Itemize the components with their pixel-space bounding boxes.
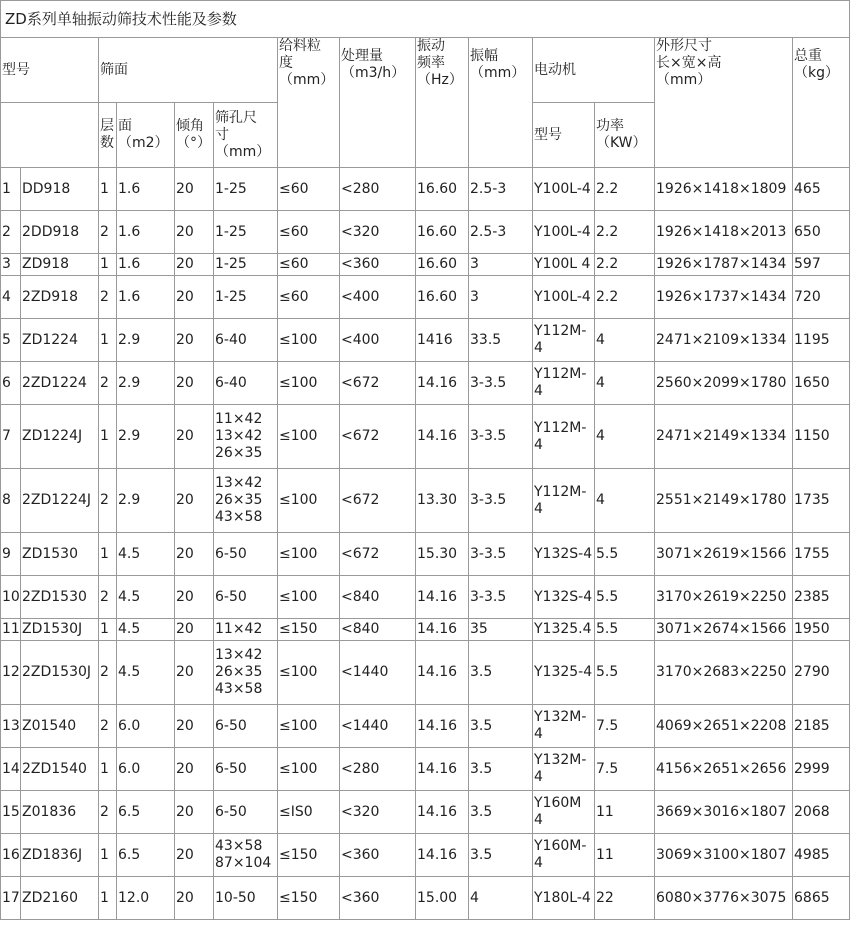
row-motor-model: Y112M-4 <box>533 469 595 533</box>
row-amplitude: 3.5 <box>469 705 533 748</box>
row-power: 4 <box>595 362 655 405</box>
row-aperture: 1-25 <box>214 276 278 319</box>
table-row <box>1 469 850 533</box>
row-frequency: 14.16 <box>416 405 469 469</box>
row-feed-size: ≤60 <box>278 211 340 254</box>
row-area: 2.9 <box>117 319 175 362</box>
row-number: 7 <box>1 405 21 469</box>
header-weight: 总重 （kg） <box>793 38 850 168</box>
row-weight: 650 <box>793 211 850 254</box>
row-layers: 2 <box>99 576 117 619</box>
row-frequency: 14.16 <box>416 748 469 791</box>
row-area: 6.0 <box>117 705 175 748</box>
row-number: 10 <box>1 576 21 619</box>
row-motor-model: Y112M-4 <box>533 362 595 405</box>
row-aperture: 6-50 <box>214 748 278 791</box>
row-power: 4 <box>595 469 655 533</box>
row-motor-model: Y160M-4 <box>533 834 595 877</box>
row-area: 6.5 <box>117 834 175 877</box>
row-feed-size: ≤150 <box>278 619 340 641</box>
row-feed-size: ≤100 <box>278 319 340 362</box>
row-dimensions: 3069×3100×1807 <box>655 834 793 877</box>
row-feed-size: ≤60 <box>278 276 340 319</box>
row-feed-size: ≤60 <box>278 254 340 276</box>
row-capacity: <1440 <box>340 705 416 748</box>
row-number: 1 <box>1 168 21 211</box>
row-area: 1.6 <box>117 168 175 211</box>
row-number: 3 <box>1 254 21 276</box>
row-capacity: <672 <box>340 469 416 533</box>
row-power: 5.5 <box>595 619 655 641</box>
row-power: 11 <box>595 834 655 877</box>
row-dimensions: 3170×2683×2250 <box>655 641 793 705</box>
row-area: 6.0 <box>117 748 175 791</box>
header-model: 型号 <box>1 38 99 103</box>
row-area: 2.9 <box>117 405 175 469</box>
row-layers: 1 <box>99 619 117 641</box>
row-number: 16 <box>1 834 21 877</box>
row-capacity: <360 <box>340 254 416 276</box>
row-aperture: 6-40 <box>214 319 278 362</box>
row-frequency: 16.60 <box>416 211 469 254</box>
table-row <box>1 834 850 877</box>
row-weight: 1195 <box>793 319 850 362</box>
row-number: 4 <box>1 276 21 319</box>
row-motor-model: Y1325.4 <box>533 619 595 641</box>
row-model: Z01836 <box>21 791 99 834</box>
row-frequency: 15.30 <box>416 533 469 576</box>
row-motor-model: Y100L-4 <box>533 211 595 254</box>
row-layers: 2 <box>99 469 117 533</box>
row-number: 2 <box>1 211 21 254</box>
table-row <box>1 576 850 619</box>
row-angle: 20 <box>175 276 214 319</box>
row-model: ZD1530 <box>21 533 99 576</box>
row-power: 2.2 <box>595 254 655 276</box>
row-model: Z01540 <box>21 705 99 748</box>
row-aperture: 6-50 <box>214 576 278 619</box>
row-model: 2ZD1540 <box>21 748 99 791</box>
header-dimensions: 外形尺寸 长×宽×高 （mm） <box>655 38 793 168</box>
row-dimensions: 3170×2619×2250 <box>655 576 793 619</box>
row-weight: 1150 <box>793 405 850 469</box>
row-dimensions: 1926×1418×2013 <box>655 211 793 254</box>
row-angle: 20 <box>175 705 214 748</box>
row-motor-model: Y160M 4 <box>533 791 595 834</box>
row-aperture: 6-50 <box>214 533 278 576</box>
row-motor-model: Y132M-4 <box>533 748 595 791</box>
row-power: 4 <box>595 405 655 469</box>
row-weight: 2385 <box>793 576 850 619</box>
row-area: 1.6 <box>117 276 175 319</box>
row-amplitude: 4 <box>469 877 533 920</box>
row-angle: 20 <box>175 254 214 276</box>
header-aperture: 筛孔尺 寸 （mm） <box>214 103 278 168</box>
row-frequency: 14.16 <box>416 641 469 705</box>
row-aperture: 11×42 <box>214 619 278 641</box>
row-feed-size: ≤100 <box>278 576 340 619</box>
row-frequency: 16.60 <box>416 168 469 211</box>
row-power: 7.5 <box>595 748 655 791</box>
row-number: 12 <box>1 641 21 705</box>
row-layers: 2 <box>99 791 117 834</box>
row-dimensions: 4069×2651×2208 <box>655 705 793 748</box>
row-weight: 2999 <box>793 748 850 791</box>
row-power: 5.5 <box>595 641 655 705</box>
row-frequency: 14.16 <box>416 362 469 405</box>
row-angle: 20 <box>175 576 214 619</box>
row-weight: 597 <box>793 254 850 276</box>
row-power: 2.2 <box>595 211 655 254</box>
row-amplitude: 3.5 <box>469 791 533 834</box>
row-layers: 2 <box>99 211 117 254</box>
row-area: 4.5 <box>117 533 175 576</box>
row-motor-model: Y112M-4 <box>533 405 595 469</box>
row-capacity: <400 <box>340 319 416 362</box>
row-weight: 720 <box>793 276 850 319</box>
table-row <box>1 877 850 920</box>
row-frequency: 16.60 <box>416 254 469 276</box>
row-layers: 1 <box>99 168 117 211</box>
header-screen: 筛面 <box>99 38 278 103</box>
row-number: 17 <box>1 877 21 920</box>
row-motor-model: Y100L 4 <box>533 254 595 276</box>
row-amplitude: 2.5-3 <box>469 211 533 254</box>
header-motor: 电动机 <box>533 38 655 103</box>
table-row <box>1 405 850 469</box>
row-angle: 20 <box>175 533 214 576</box>
row-model: ZD2160 <box>21 877 99 920</box>
row-number: 9 <box>1 533 21 576</box>
row-amplitude: 3.5 <box>469 834 533 877</box>
row-amplitude: 3-3.5 <box>469 533 533 576</box>
row-aperture: 13×42 26×35 43×58 <box>214 641 278 705</box>
row-area: 1.6 <box>117 254 175 276</box>
row-dimensions: 3071×2619×1566 <box>655 533 793 576</box>
table-row <box>1 748 850 791</box>
row-amplitude: 3-3.5 <box>469 362 533 405</box>
row-frequency: 14.16 <box>416 619 469 641</box>
header-capacity: 处理量 （m3/h） <box>340 38 416 168</box>
row-frequency: 14.16 <box>416 834 469 877</box>
row-weight: 2790 <box>793 641 850 705</box>
row-layers: 1 <box>99 834 117 877</box>
row-amplitude: 3.5 <box>469 641 533 705</box>
row-capacity: <840 <box>340 619 416 641</box>
row-model: 2ZD1224 <box>21 362 99 405</box>
row-model: 2ZD1224J <box>21 469 99 533</box>
row-dimensions: 1926×1418×1809 <box>655 168 793 211</box>
row-frequency: 13.30 <box>416 469 469 533</box>
row-motor-model: Y100L-4 <box>533 168 595 211</box>
row-dimensions: 2471×2149×1334 <box>655 405 793 469</box>
table-row <box>1 641 850 705</box>
table-row <box>1 619 850 641</box>
row-model: ZD1836J <box>21 834 99 877</box>
row-angle: 20 <box>175 469 214 533</box>
row-feed-size: ≤100 <box>278 533 340 576</box>
row-layers: 2 <box>99 276 117 319</box>
table-row <box>1 211 850 254</box>
row-capacity: <360 <box>340 877 416 920</box>
row-capacity: <672 <box>340 362 416 405</box>
row-weight: 1950 <box>793 619 850 641</box>
header-feed-size: 给料粒 度 （mm） <box>278 38 340 168</box>
row-amplitude: 2.5-3 <box>469 168 533 211</box>
row-number: 15 <box>1 791 21 834</box>
row-capacity: <840 <box>340 576 416 619</box>
row-model: ZD1224J <box>21 405 99 469</box>
row-angle: 20 <box>175 168 214 211</box>
row-weight: 4985 <box>793 834 850 877</box>
row-feed-size: ≤100 <box>278 405 340 469</box>
row-layers: 1 <box>99 748 117 791</box>
row-angle: 20 <box>175 405 214 469</box>
row-capacity: <1440 <box>340 641 416 705</box>
row-area: 2.9 <box>117 362 175 405</box>
header-amplitude: 振幅 （mm） <box>469 38 533 168</box>
header-layers: 层 数 <box>99 103 117 168</box>
row-area: 4.5 <box>117 619 175 641</box>
row-dimensions: 2471×2109×1334 <box>655 319 793 362</box>
row-layers: 1 <box>99 254 117 276</box>
header-angle: 倾角 （°） <box>175 103 214 168</box>
row-layers: 1 <box>99 533 117 576</box>
row-model: 2ZD918 <box>21 276 99 319</box>
row-capacity: <672 <box>340 405 416 469</box>
row-frequency: 14.16 <box>416 705 469 748</box>
row-layers: 1 <box>99 405 117 469</box>
row-motor-model: Y132M-4 <box>533 705 595 748</box>
row-weight: 6865 <box>793 877 850 920</box>
row-aperture: 1-25 <box>214 254 278 276</box>
row-capacity: <360 <box>340 834 416 877</box>
row-feed-size: ≤150 <box>278 834 340 877</box>
row-capacity: <400 <box>340 276 416 319</box>
row-dimensions: 2551×2149×1780 <box>655 469 793 533</box>
row-area: 4.5 <box>117 641 175 705</box>
row-frequency: 14.16 <box>416 576 469 619</box>
row-power: 2.2 <box>595 168 655 211</box>
row-motor-model: Y132S-4 <box>533 576 595 619</box>
row-dimensions: 3669×3016×1807 <box>655 791 793 834</box>
row-weight: 2185 <box>793 705 850 748</box>
row-model: 2ZD1530 <box>21 576 99 619</box>
row-feed-size: ≤IS0 <box>278 791 340 834</box>
row-amplitude: 3-3.5 <box>469 405 533 469</box>
header-area: 面 （m2） <box>117 103 175 168</box>
row-amplitude: 35 <box>469 619 533 641</box>
row-angle: 20 <box>175 362 214 405</box>
row-dimensions: 3071×2674×1566 <box>655 619 793 641</box>
row-weight: 2068 <box>793 791 850 834</box>
row-feed-size: ≤100 <box>278 641 340 705</box>
row-dimensions: 1926×1737×1434 <box>655 276 793 319</box>
row-amplitude: 3-3.5 <box>469 576 533 619</box>
row-model: ZD1530J <box>21 619 99 641</box>
row-power: 5.5 <box>595 576 655 619</box>
row-power: 4 <box>595 319 655 362</box>
row-motor-model: Y180L-4 <box>533 877 595 920</box>
row-angle: 20 <box>175 877 214 920</box>
row-amplitude: 3 <box>469 276 533 319</box>
row-motor-model: Y132S-4 <box>533 533 595 576</box>
row-power: 5.5 <box>595 533 655 576</box>
row-layers: 1 <box>99 319 117 362</box>
row-angle: 20 <box>175 641 214 705</box>
row-aperture: 10-50 <box>214 877 278 920</box>
row-frequency: 14.16 <box>416 791 469 834</box>
header-model-blank <box>1 103 99 168</box>
row-area: 12.0 <box>117 877 175 920</box>
row-feed-size: ≤100 <box>278 469 340 533</box>
row-motor-model: Y100L-4 <box>533 276 595 319</box>
row-frequency: 15.00 <box>416 877 469 920</box>
row-weight: 1650 <box>793 362 850 405</box>
row-model: 2DD918 <box>21 211 99 254</box>
table-row <box>1 533 850 576</box>
row-capacity: <280 <box>340 748 416 791</box>
row-motor-model: Y112M-4 <box>533 319 595 362</box>
row-area: 1.6 <box>117 211 175 254</box>
row-angle: 20 <box>175 834 214 877</box>
row-angle: 20 <box>175 791 214 834</box>
row-power: 11 <box>595 791 655 834</box>
row-weight: 465 <box>793 168 850 211</box>
row-angle: 20 <box>175 748 214 791</box>
row-area: 6.5 <box>117 791 175 834</box>
header-motor-model: 型号 <box>533 103 595 168</box>
row-amplitude: 33.5 <box>469 319 533 362</box>
table-row <box>1 705 850 748</box>
row-capacity: <280 <box>340 168 416 211</box>
row-power: 22 <box>595 877 655 920</box>
header-vibration-frequency: 振动 频率 （Hz） <box>416 38 469 168</box>
row-number: 13 <box>1 705 21 748</box>
row-frequency: 1416 <box>416 319 469 362</box>
row-feed-size: ≤150 <box>278 877 340 920</box>
row-amplitude: 3.5 <box>469 748 533 791</box>
row-aperture: 6-50 <box>214 791 278 834</box>
row-model: DD918 <box>21 168 99 211</box>
row-model: 2ZD1530J <box>21 641 99 705</box>
table-row <box>1 168 850 211</box>
row-number: 5 <box>1 319 21 362</box>
row-dimensions: 1926×1787×1434 <box>655 254 793 276</box>
row-power: 7.5 <box>595 705 655 748</box>
row-aperture: 6-40 <box>214 362 278 405</box>
row-angle: 20 <box>175 619 214 641</box>
table-row <box>1 276 850 319</box>
table-row <box>1 254 850 276</box>
row-number: 8 <box>1 469 21 533</box>
table-row <box>1 362 850 405</box>
row-number: 14 <box>1 748 21 791</box>
row-weight: 1735 <box>793 469 850 533</box>
row-dimensions: 6080×3776×3075 <box>655 877 793 920</box>
row-layers: 2 <box>99 705 117 748</box>
table-title: ZD系列单轴振动筛技术性能及参数 <box>1 1 850 38</box>
row-aperture: 43×58 87×104 <box>214 834 278 877</box>
row-capacity: <320 <box>340 791 416 834</box>
row-feed-size: ≤100 <box>278 748 340 791</box>
table-row <box>1 791 850 834</box>
row-aperture: 11×42 13×42 26×35 <box>214 405 278 469</box>
row-weight: 1755 <box>793 533 850 576</box>
row-aperture: 1-25 <box>214 168 278 211</box>
row-number: 6 <box>1 362 21 405</box>
row-feed-size: ≤100 <box>278 362 340 405</box>
row-motor-model: Y1325-4 <box>533 641 595 705</box>
row-dimensions: 4156×2651×2656 <box>655 748 793 791</box>
row-layers: 2 <box>99 362 117 405</box>
row-model: ZD918 <box>21 254 99 276</box>
row-frequency: 16.60 <box>416 276 469 319</box>
row-feed-size: ≤100 <box>278 705 340 748</box>
table-row <box>1 319 850 362</box>
row-layers: 2 <box>99 641 117 705</box>
row-area: 4.5 <box>117 576 175 619</box>
row-dimensions: 2560×2099×1780 <box>655 362 793 405</box>
row-number: 11 <box>1 619 21 641</box>
row-amplitude: 3-3.5 <box>469 469 533 533</box>
row-amplitude: 3 <box>469 254 533 276</box>
row-power: 2.2 <box>595 276 655 319</box>
row-aperture: 6-50 <box>214 705 278 748</box>
row-capacity: <672 <box>340 533 416 576</box>
row-area: 2.9 <box>117 469 175 533</box>
row-layers: 1 <box>99 877 117 920</box>
row-angle: 20 <box>175 319 214 362</box>
row-aperture: 13×42 26×35 43×58 <box>214 469 278 533</box>
header-power: 功率 （KW） <box>595 103 655 168</box>
row-angle: 20 <box>175 211 214 254</box>
row-model: ZD1224 <box>21 319 99 362</box>
row-aperture: 1-25 <box>214 211 278 254</box>
row-feed-size: ≤60 <box>278 168 340 211</box>
row-capacity: <320 <box>340 211 416 254</box>
